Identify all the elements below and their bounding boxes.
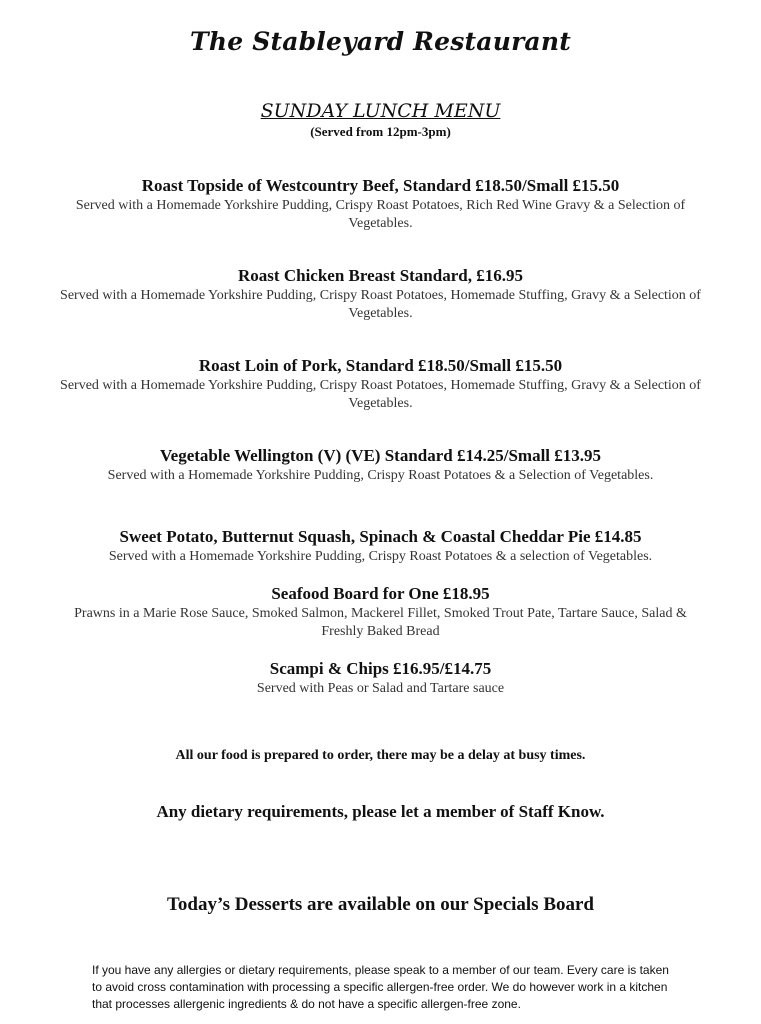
dish-description: Prawns in a Marie Rose Sauce, Smoked Salmon, Mackerel Fillet, Smoked Trout Pate, Tartare Sauce, Salad & Freshly Baked Bread	[74, 606, 687, 639]
dish-name: Roast Chicken Breast Standard, £16.95	[238, 266, 523, 285]
dish-name: Roast Topside of Westcountry Beef, Standard £18.50/Small £15.50	[141, 176, 620, 195]
allergy-disclaimer: If you have any allergies or dietary requirements, please speak to a member of our team. Every care is taken to avoid cross contamination with processing a specific allergen-free order. We do however work in a kitchen that processes allergenic ingredients & do not have a specific allergen-free zone.	[92, 963, 669, 1011]
dish-vegetable-wellington	[60, 446, 701, 485]
dietary-note: Any dietary requirements, please let a member of Staff Know.	[156, 802, 605, 821]
dish-name: Roast Loin of Pork, Standard £18.50/Small £15.50	[198, 356, 563, 375]
prepared-to-order-note: All our food is prepared to order, there may be a delay at busy times.	[175, 748, 586, 763]
dish-seafood-board	[60, 584, 701, 641]
dish-description: Served with a Homemade Yorkshire Pudding, Crispy Roast Potatoes, Rich Red Wine Gravy & a Selection of Vegetables.	[75, 198, 686, 231]
dish-description: Served with a Homemade Yorkshire Pudding, Crispy Roast Potatoes, Homemade Stuffing, Gravy & a Selection of Vegetables.	[60, 288, 701, 321]
dish-scampi-chips	[60, 659, 701, 698]
dish-name: Seafood Board for One £18.95	[271, 584, 490, 603]
desserts-note: Today’s Desserts are available on our Specials Board	[167, 894, 594, 915]
restaurant-title: The Stableyard Restaurant	[190, 27, 571, 56]
dish-name: Vegetable Wellington (V) (VE) Standard £14.25/Small £13.95	[159, 446, 602, 465]
menu-heading: SUNDAY LUNCH MENU	[260, 100, 501, 122]
dish-roast-chicken	[60, 266, 701, 323]
dish-roast-pork	[60, 356, 701, 413]
dish-sweet-potato-pie	[40, 527, 721, 566]
dish-name: Sweet Potato, Butternut Squash, Spinach & Coastal Cheddar Pie £14.85	[119, 527, 642, 546]
dish-name: Scampi & Chips £16.95/£14.75	[269, 659, 492, 678]
serving-times: (Served from 12pm-3pm)	[310, 124, 451, 139]
dish-description: Served with a Homemade Yorkshire Pudding, Crispy Roast Potatoes, Homemade Stuffing, Gravy & a Selection of Vegetables.	[60, 378, 701, 411]
dish-description: Served with a Homemade Yorkshire Pudding, Crispy Roast Potatoes & a Selection of Vegetables.	[107, 468, 654, 483]
dish-description: Served with a Homemade Yorkshire Pudding, Crispy Roast Potatoes & a selection of Vegetables.	[108, 549, 653, 564]
dish-description: Served with Peas or Salad and Tartare sauce	[256, 681, 505, 696]
dish-roast-beef	[60, 176, 701, 233]
